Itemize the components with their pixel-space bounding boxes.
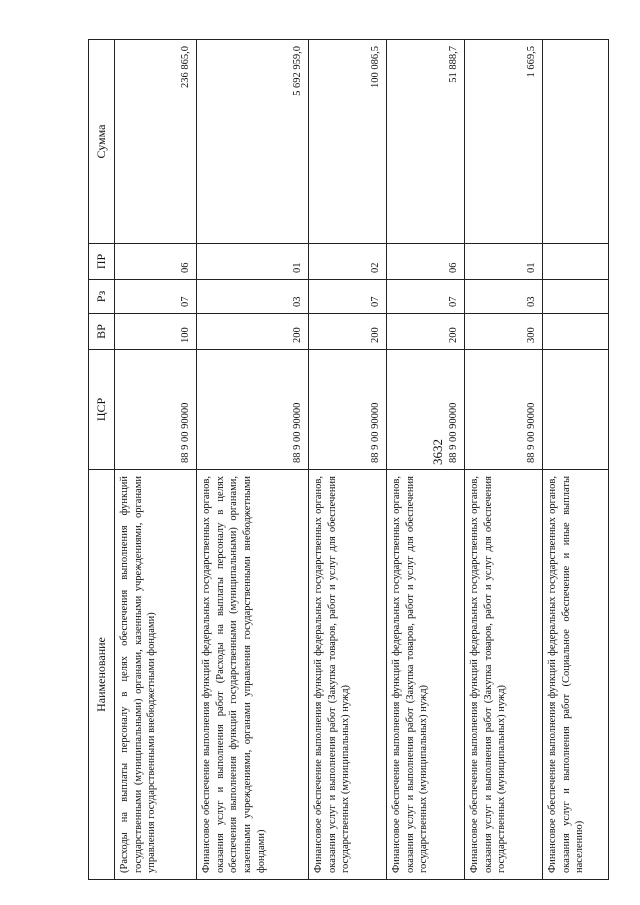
cell-pr: 06 — [387, 244, 465, 280]
header-vr: ВР — [89, 314, 115, 350]
table-header-row — [89, 40, 115, 880]
cell-name: Финансовое обеспечение выполнения функций федеральных государственных органов, оказания услуг и выполнения работ (Закупка товаров, работ и услуг для обеспечения государственных (муниципальных) нужд) — [465, 470, 543, 880]
cell-vr — [543, 314, 609, 350]
cell-csr: 88 9 00 90000 — [197, 350, 309, 470]
cell-rz: 03 — [465, 280, 543, 314]
cell-pr: 01 — [465, 244, 543, 280]
cell-vr: 300 — [465, 314, 543, 350]
table-row — [309, 40, 387, 880]
cell-vr: 200 — [309, 314, 387, 350]
table-row — [465, 40, 543, 880]
page-number: 3632 — [430, 439, 445, 465]
header-pr: ПР — [89, 244, 115, 280]
header-name: Наименование — [89, 470, 115, 880]
cell-name: Финансовое обеспечение выполнения функций федеральных государственных органов, оказания услуг и выполнения работ (Расходы на выплаты персоналу в целях обеспечения выполнения функций государственными (муниципальными) органами, казенными учреждениями, органами управления государственными внебюджетными фондами) — [197, 470, 309, 880]
cell-sum: 5 692 959,0 — [197, 40, 309, 244]
cell-sum: 236 865,0 — [115, 40, 197, 244]
header-csr: ЦСР — [89, 350, 115, 470]
table-row — [387, 40, 465, 880]
rotated-page-content — [88, 40, 608, 880]
cell-name: Финансовое обеспечение выполнения функций федеральных государственных органов, оказания услуг и выполнения работ (Социальное обеспечение и иные выплаты населению) — [543, 470, 609, 880]
cell-pr: 01 — [197, 244, 309, 280]
cell-name: Финансовое обеспечение выполнения функций федеральных государственных органов, оказания услуг и выполнения работ (Закупка товаров, работ и услуг для обеспечения государственных (муниципальных) нужд) — [309, 470, 387, 880]
cell-sum: 1 669,5 — [465, 40, 543, 244]
cell-csr: 88 9 00 90000 — [309, 350, 387, 470]
cell-pr: 06 — [115, 244, 197, 280]
cell-sum — [543, 40, 609, 244]
cell-name: Финансовое обеспечение выполнения функций федеральных государственных органов, оказания услуг и выполнения работ (Закупка товаров, работ и услуг для обеспечения государственных (муниципальных) нужд) — [387, 470, 465, 880]
cell-rz — [543, 280, 609, 314]
table-row — [543, 40, 609, 880]
table-row — [115, 40, 197, 880]
budget-table — [88, 39, 609, 880]
cell-csr: 88 9 00 90000 — [115, 350, 197, 470]
cell-csr — [543, 350, 609, 470]
cell-sum: 51 888,7 — [387, 40, 465, 244]
cell-pr: 02 — [309, 244, 387, 280]
header-sum: Сумма — [89, 40, 115, 244]
cell-vr: 200 — [197, 314, 309, 350]
table-row — [197, 40, 309, 880]
cell-rz: 03 — [197, 280, 309, 314]
cell-rz: 07 — [387, 280, 465, 314]
cell-csr: 88 9 00 90000 — [387, 350, 465, 470]
cell-name: (Расходы на выплаты персоналу в целях обеспечения выполнения функций государственными (муниципальными) органами, казенными учреждениями, органами управления государственными внебюджетными фондами) — [115, 470, 197, 880]
cell-vr: 200 — [387, 314, 465, 350]
cell-rz: 07 — [309, 280, 387, 314]
cell-rz: 07 — [115, 280, 197, 314]
header-rz: Рз — [89, 280, 115, 314]
cell-vr: 100 — [115, 314, 197, 350]
cell-csr: 88 9 00 90000 — [465, 350, 543, 470]
cell-pr — [543, 244, 609, 280]
cell-sum: 100 086,5 — [309, 40, 387, 244]
